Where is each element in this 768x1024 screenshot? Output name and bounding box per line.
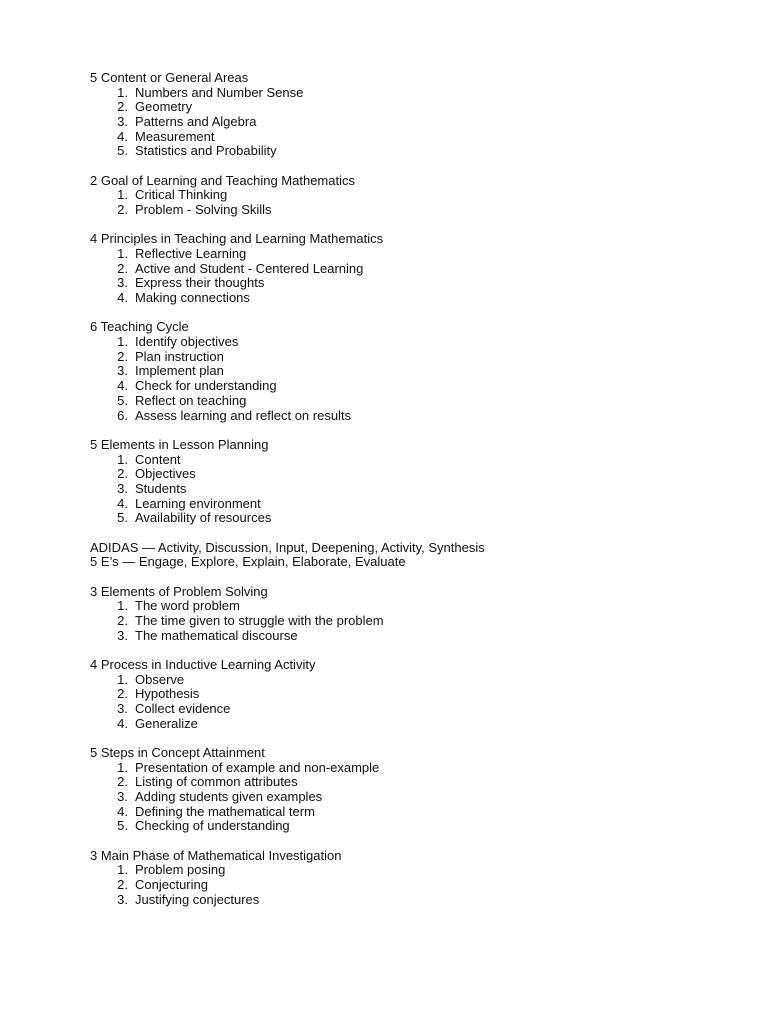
list-item-text: The mathematical discourse (135, 627, 298, 643)
section-heading: 6 Teaching Cycle (90, 319, 189, 335)
list-item (90, 629, 748, 644)
list-item-text: Check for understanding (135, 378, 277, 394)
list-item-text: The time given to struggle with the problem (135, 612, 384, 628)
numbered-list (90, 599, 748, 643)
list-item-text: Assess learning and reflect on results (135, 407, 352, 423)
list-number: 3. (117, 114, 128, 130)
five-es-line: 5 E’s — Engage, Explore, Explain, Elaborate, Evaluate (90, 554, 406, 570)
section-teaching-cycle (90, 320, 748, 423)
list-item-text: Implement plan (135, 363, 224, 379)
list-number: 2. (117, 466, 128, 482)
list-item (90, 878, 748, 893)
document-page (90, 71, 748, 922)
list-item-text: Geometry (135, 99, 193, 115)
list-item (90, 203, 748, 218)
list-item-text: Collect evidence (135, 700, 231, 716)
list-number: 2. (117, 876, 128, 892)
list-item-text: Hypothesis (135, 686, 200, 702)
list-number: 3. (117, 627, 128, 643)
list-number: 1. (117, 84, 128, 100)
list-item (90, 115, 748, 130)
section-goals (90, 174, 748, 218)
list-number: 1. (117, 759, 128, 775)
section-heading: 5 Steps in Concept Attainment (90, 744, 265, 760)
list-item (90, 86, 748, 101)
list-item-text: Measurement (135, 128, 215, 144)
list-number: 2. (117, 99, 128, 115)
list-number: 2. (117, 686, 128, 702)
list-item-text: Problem posing (135, 862, 226, 878)
list-item-text: Numbers and Number Sense (135, 84, 304, 100)
list-item-text: Defining the mathematical term (135, 803, 315, 819)
list-item (90, 335, 748, 350)
list-item-text: Objectives (135, 466, 196, 482)
list-number: 3. (117, 700, 128, 716)
list-item (90, 614, 748, 629)
list-number: 3. (117, 363, 128, 379)
list-item (90, 687, 748, 702)
list-item (90, 482, 748, 497)
list-number: 2. (117, 260, 128, 276)
section-problem-solving (90, 585, 748, 644)
list-item-text: Identify objectives (135, 334, 239, 350)
list-item (90, 893, 748, 908)
list-item (90, 599, 748, 614)
list-item-text: Observe (135, 671, 185, 687)
list-item (90, 453, 748, 468)
list-number: 1. (117, 334, 128, 350)
list-number: 4. (117, 803, 128, 819)
section-heading: 3 Main Phase of Mathematical Investigation (90, 847, 342, 863)
list-number: 1. (117, 671, 128, 687)
list-item (90, 761, 748, 776)
list-item-text: Conjecturing (135, 876, 208, 892)
list-item-text: Adding students given examples (135, 788, 323, 804)
list-item-text: Express their thoughts (135, 275, 265, 291)
numbered-list (90, 188, 748, 217)
list-number: 2. (117, 612, 128, 628)
list-item (90, 497, 748, 512)
list-number: 3. (117, 480, 128, 496)
list-item (90, 467, 748, 482)
list-number: 1. (117, 598, 128, 614)
list-number: 1. (117, 862, 128, 878)
list-item (90, 819, 748, 834)
list-number: 4. (117, 495, 128, 511)
section-principles (90, 232, 748, 305)
list-item-text: Patterns and Algebra (135, 114, 257, 130)
list-item (90, 790, 748, 805)
list-item (90, 702, 748, 717)
list-item-text: Problem - Solving Skills (135, 202, 272, 218)
section-math-investigation (90, 849, 748, 908)
section-heading: 5 Content or General Areas (90, 70, 249, 85)
list-number: 5. (117, 392, 128, 408)
list-item (90, 100, 748, 115)
list-item (90, 717, 748, 732)
list-item-text: Generalize (135, 715, 198, 731)
list-number: 3. (117, 275, 128, 291)
numbered-list (90, 761, 748, 834)
list-item (90, 144, 748, 159)
list-item (90, 350, 748, 365)
list-number: 1. (117, 246, 128, 262)
list-item-text: The word problem (135, 598, 240, 614)
list-item (90, 775, 748, 790)
list-item (90, 805, 748, 820)
adidas-line: ADIDAS — Activity, Discussion, Input, Deepening, Activity, Synthesis (90, 539, 485, 555)
list-item-text: Making connections (135, 290, 250, 306)
section-lesson-planning (90, 438, 748, 526)
list-item-text: Checking of understanding (135, 818, 290, 834)
list-item (90, 188, 748, 203)
list-number: 1. (117, 187, 128, 203)
list-item-text: Statistics and Probability (135, 143, 277, 159)
list-item-text: Reflective Learning (135, 246, 247, 262)
list-item (90, 863, 748, 878)
list-item (90, 364, 748, 379)
list-number: 5. (117, 510, 128, 526)
list-item (90, 673, 748, 688)
list-item (90, 394, 748, 409)
numbered-list (90, 247, 748, 306)
numbered-list (90, 86, 748, 159)
list-number: 4. (117, 290, 128, 306)
list-item-text: Listing of common attributes (135, 774, 298, 790)
list-number: 4. (117, 128, 128, 144)
list-item-text: Presentation of example and non-example (135, 759, 380, 775)
list-item-text: Justifying conjectures (135, 891, 260, 907)
numbered-list (90, 863, 748, 907)
list-item (90, 247, 748, 262)
list-item (90, 262, 748, 277)
section-heading: 3 Elements of Problem Solving (90, 583, 268, 599)
section-heading: 4 Principles in Teaching and Learning Mathematics (90, 231, 384, 247)
section-content-areas (90, 71, 748, 159)
list-item (90, 511, 748, 526)
list-item-text: Content (135, 451, 181, 467)
section-concept-attainment (90, 746, 748, 834)
section-heading: 5 Elements in Lesson Planning (90, 436, 269, 452)
numbered-list (90, 335, 748, 423)
list-number: 2. (117, 348, 128, 364)
list-item (90, 409, 748, 424)
list-number: 6. (117, 407, 128, 423)
section-inductive-learning (90, 658, 748, 731)
list-number: 5. (117, 818, 128, 834)
list-item-text: Students (135, 480, 187, 496)
list-item-text: Availability of resources (135, 510, 272, 526)
section-heading: 4 Process in Inductive Learning Activity (90, 656, 316, 672)
section-heading: 2 Goal of Learning and Teaching Mathematics (90, 172, 355, 188)
list-item (90, 130, 748, 145)
list-number: 2. (117, 774, 128, 790)
section-acronyms (90, 541, 748, 570)
numbered-list (90, 673, 748, 732)
list-item (90, 276, 748, 291)
list-item-text: Plan instruction (135, 348, 224, 364)
list-item-text: Reflect on teaching (135, 392, 247, 408)
list-item-text: Critical Thinking (135, 187, 228, 203)
list-number: 4. (117, 715, 128, 731)
list-item-text: Active and Student - Centered Learning (135, 260, 364, 276)
list-number: 2. (117, 202, 128, 218)
list-number: 3. (117, 788, 128, 804)
list-item (90, 379, 748, 394)
list-item (90, 291, 748, 306)
list-item-text: Learning environment (135, 495, 261, 511)
numbered-list (90, 453, 748, 526)
list-number: 1. (117, 451, 128, 467)
list-number: 4. (117, 378, 128, 394)
list-number: 5. (117, 143, 128, 159)
list-number: 3. (117, 891, 128, 907)
